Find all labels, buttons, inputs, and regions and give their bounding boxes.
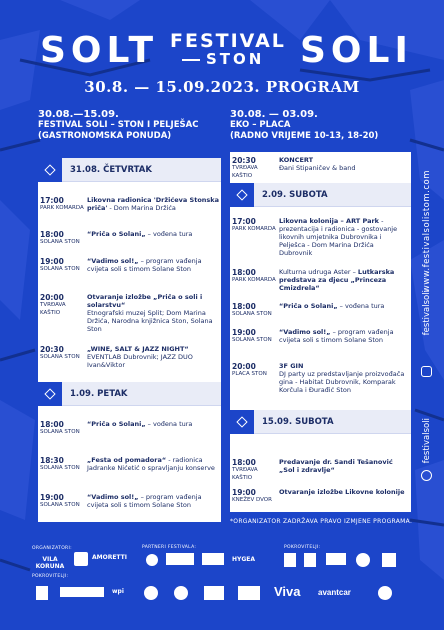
event-place: KNEŽEV DVOR: [232, 497, 272, 503]
event-title: Likovna radionica 'Držićeva Stonska priča': [87, 196, 220, 212]
solana-ston-logo: [74, 552, 88, 566]
event-title: “Priča o Solani„: [87, 420, 146, 428]
sponsor-logo: [378, 586, 392, 600]
sponsor-logo: [174, 586, 188, 600]
event-desc: - radionica Jadranke Nićetić o spravljanju konserve: [87, 456, 215, 472]
sponsors-label: POKROVITELJI:: [284, 545, 321, 550]
salt-crystal-icon: [38, 382, 62, 406]
event-place: SOLANA STON: [232, 337, 272, 343]
day-title: 1.09. PETAK: [70, 388, 128, 399]
header-right-dates: 30.08. — 03.09.: [230, 109, 318, 120]
program-right: [230, 152, 411, 458]
event-title: “Vadimo sol!„: [87, 257, 139, 265]
event-place: PLACA STON: [232, 371, 267, 377]
event-place: PARK KOMARDA: [232, 226, 276, 232]
event-place: SOLANA STON: [40, 354, 80, 360]
event-place: PARK KOMARDA: [232, 277, 276, 283]
facebook-icon[interactable]: [421, 470, 432, 481]
event-desc: – program vađenja cvijeta soli s timom Solane Ston: [279, 328, 394, 344]
sponsor-logo: [144, 586, 158, 600]
logo-avantcar: avantcar: [318, 588, 351, 597]
event-title: „WINE, SALT & JAZZ NIGHT“: [87, 345, 189, 353]
event-desc: Đani Stipaničev & band: [279, 164, 356, 172]
partner-logo: [146, 554, 158, 566]
event-time: 18:00: [232, 302, 256, 311]
logo-festival: FESTIVAL: [170, 30, 286, 52]
event-place: PARK KOMARDA: [40, 205, 84, 211]
partner-logo: [202, 553, 224, 565]
logo-viva: Viva: [274, 584, 301, 599]
header-left-name: FESTIVAL SOLI – STON I PELJEŠAC: [38, 120, 199, 130]
event-place: TVRĐAVA KAŠTIO: [232, 467, 258, 481]
salt-crystal-icon: [230, 410, 254, 434]
instagram-icon[interactable]: [421, 366, 432, 377]
event-time: 17:00: [40, 196, 64, 205]
event-time: 17:00: [232, 217, 256, 226]
event-place: TVRĐAVA KAŠTIO: [232, 165, 258, 179]
event-title: “Priča o Solani„: [279, 302, 338, 310]
program-left: [38, 158, 221, 522]
sponsor-logo: [326, 553, 346, 565]
event-item: [38, 293, 221, 345]
day-title: 15.09. SUBOTA: [262, 416, 334, 427]
header-right-name: EKO – PLACA: [230, 120, 291, 130]
event-place: SOLANA STON: [40, 239, 80, 245]
event-item: [230, 488, 411, 510]
event-time: 19:00: [232, 328, 256, 337]
sponsors-label-2: POKROVITELJI:: [32, 574, 69, 579]
event-time: 20:30: [40, 345, 64, 354]
logo-soli: SOLI: [300, 30, 413, 71]
day-header: [230, 410, 411, 434]
event-time: 19:00: [40, 257, 64, 266]
event-item: [230, 302, 411, 328]
festival-dates: 30.8. — 15.09.2023. PROGRAM: [84, 78, 360, 96]
event-desc: – program vađenja cvijeta soli s timom Solane Ston: [87, 257, 202, 273]
event-item: [230, 362, 411, 410]
sponsor-logo: [238, 586, 260, 600]
event-time: 18:30: [40, 456, 64, 465]
instagram-handle[interactable]: festivalsoli: [422, 290, 432, 336]
event-item: [230, 156, 411, 183]
event-item: [230, 217, 411, 268]
partner-logo: [166, 553, 194, 565]
facebook-handle[interactable]: festivalsoli: [422, 418, 432, 464]
header-left-note: (GASTRONOMSKA PONUDA): [38, 131, 172, 141]
logo-amoretti: AMORETTI: [92, 554, 127, 561]
salt-crystal-icon: [230, 183, 254, 207]
event-title: Otvaranje izložbe Likovne kolonije: [279, 488, 405, 496]
event-item: [38, 196, 221, 230]
event-desc: - prezentacija i radionica - gostovanje likovnih umjetnika Dubrovnika i Pelješca - Dom Marina Držića Dubrovnik: [279, 217, 398, 257]
event-item: [38, 257, 221, 293]
salt-crystal-icon: [38, 158, 62, 182]
event-item: [230, 458, 411, 488]
event-title: Lutkarska predstava za djecu „Princeza Cmizdrela“: [279, 268, 395, 292]
partners-label: PARTNERI FESTIVALA:: [142, 545, 197, 550]
day-header: [230, 183, 411, 207]
event-desc: Kulturna udruga Aster –: [279, 268, 358, 276]
logo-wpi: wpi: [112, 588, 124, 595]
day-header: [38, 382, 221, 406]
event-title: KONCERT: [279, 156, 314, 164]
event-time: 20:00: [40, 293, 64, 302]
website-link[interactable]: www.festivalsolistom.com: [422, 170, 432, 293]
day-title: 2.09. SUBOTA: [262, 189, 328, 200]
logo-hygea: HYGEA: [232, 556, 256, 563]
logo-vila-koruna: VILA KORUNA: [35, 556, 65, 570]
event-time: 19:00: [232, 488, 256, 497]
event-place: TVRĐAVA KAŠTIO: [40, 302, 66, 316]
event-time: 18:00: [40, 230, 64, 239]
event-item: [38, 230, 221, 257]
event-time: 18:00: [232, 458, 256, 467]
event-item: [230, 268, 411, 302]
header-left: [38, 109, 198, 142]
day-title: 31.08. ČETVRTAK: [70, 164, 152, 175]
disclaimer-note: *ORGANIZATOR ZADRŽAVA PRAVO IZMJENE PROGRAMA.: [230, 518, 413, 525]
header-right: [230, 109, 378, 142]
logo-salt: SOLT: [40, 30, 159, 71]
program-right-bottom: [230, 458, 411, 512]
event-time: 18:00: [232, 268, 256, 277]
event-title: „Festa od pomadora“: [87, 456, 167, 464]
logo-ston: STON: [206, 50, 265, 68]
event-desc: - Dom Marina Držića: [107, 204, 176, 212]
event-place: SOLANA STON: [40, 266, 80, 272]
event-place: SOLANA STON: [40, 429, 80, 435]
header-right-note: (RADNO VRIJEME 10-13, 18-20): [230, 131, 379, 141]
event-title: “Vadimo sol!„: [279, 328, 331, 336]
event-time: 18:00: [40, 420, 64, 429]
coat-of-arms-icon: [36, 586, 48, 600]
event-desc: – vođena tura: [145, 420, 193, 428]
coat-of-arms-icon: [284, 553, 296, 567]
event-title: Predavanje dr. Sandi Tešanović „Sol i zdravlje“: [279, 458, 393, 474]
event-title: Likovna kolonija – ART Park: [279, 217, 379, 225]
event-place: SOLANA STON: [232, 311, 272, 317]
organizers-label: ORGANIZATORI:: [32, 546, 72, 551]
event-place: SOLANA STON: [40, 465, 80, 471]
event-desc: DJ party uz predstavljanje proizvođača gina - Habitat Dubrovnik, Komparak Korčula i Đurađić Ston: [279, 370, 405, 394]
event-title: Otvaranje izložbe „Priča o soli i solarstvu“: [87, 293, 203, 309]
event-item: [230, 328, 411, 362]
sponsor-logo: [382, 553, 396, 567]
sponsor-logo: [204, 586, 224, 600]
airport-logo: [60, 587, 104, 597]
event-desc: Etnografski muzej Split; Dom Marina Držića, Narodna knjižnica Ston, Solana Ston: [87, 309, 213, 333]
event-desc: – vođena tura: [337, 302, 385, 310]
coat-of-arms-icon: [304, 553, 316, 567]
event-title: “Vadimo sol!„: [87, 493, 139, 501]
event-desc: – vođena tura: [145, 230, 193, 238]
event-desc: – program vađenja cvijeta soli s timom Solane Ston: [87, 493, 202, 509]
event-item: [38, 420, 221, 456]
event-item: [38, 493, 221, 523]
event-title: 3F GIN: [279, 362, 304, 370]
event-item: [38, 345, 221, 382]
event-time: 20:30: [232, 156, 256, 165]
event-desc: EVENTLAB Dubrovnik; JAZZ DUO Ivan&Viktor: [87, 353, 193, 369]
event-title: “Priča o Solani„: [87, 230, 146, 238]
header-left-dates: 30.08.—15.09.: [38, 109, 119, 120]
sponsor-logo: [356, 553, 370, 567]
event-place: SOLANA STON: [40, 502, 80, 508]
event-time: 20:00: [232, 362, 256, 371]
event-item: [38, 456, 221, 493]
day-header: [38, 158, 221, 182]
event-time: 19:00: [40, 493, 64, 502]
